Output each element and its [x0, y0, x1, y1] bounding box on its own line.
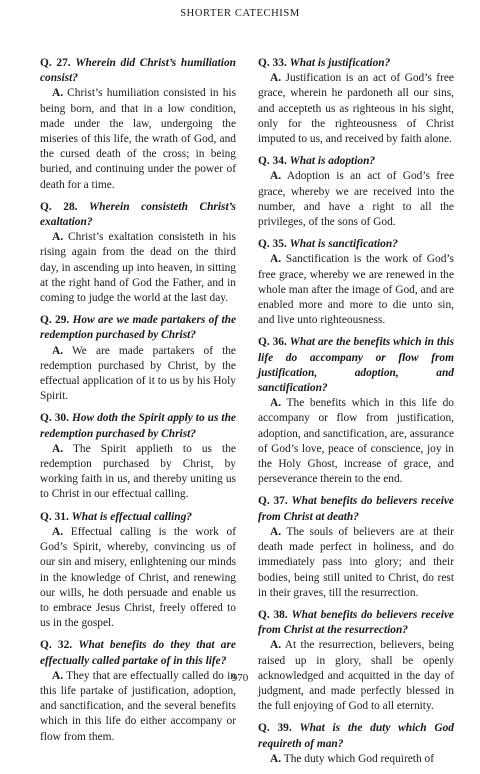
question: [258, 721, 454, 751]
answer-text: They that are effectually called do in this life partake of justification, adoption, and sanctification, and the several benefits which in this life do either accompany or flow from them.: [40, 669, 236, 743]
question: [40, 510, 236, 525]
question: [258, 494, 454, 524]
catechism-entry: [40, 56, 236, 193]
catechism-entry: [258, 721, 454, 767]
question-text: What benefits do believers receive from Christ at death?: [258, 495, 454, 523]
question: [258, 237, 454, 252]
answer-label: A.: [270, 639, 282, 652]
question-number: Q. 31.: [40, 510, 69, 523]
question-text: What is justification?: [289, 57, 391, 69]
answer-text: The souls of believers are at their death made perfect in holiness, and do immediately pass into glory; and their bodies, being still united to Christ, do rest in their graves, till the resurrection.: [258, 525, 454, 599]
question: [40, 411, 236, 441]
answer-text: Sanctification is the work of God’s free grace, whereby we are renewed in the whole man after the image of God, and are enabled more and more to die unto sin, and live unto righteousness.: [258, 253, 454, 327]
question-number: Q. 34.: [258, 155, 287, 168]
answer: [258, 396, 454, 487]
answer: [258, 525, 454, 601]
question-text: What is the duty which God requireth of man?: [258, 722, 454, 750]
question: [258, 335, 454, 396]
question-text: Wherein consisteth Christ’s exaltation?: [40, 200, 236, 229]
answer: [258, 252, 454, 328]
catechism-entry: [40, 510, 236, 632]
question-text: What are the benefits which in this life do accompany or flow from justification, adoption, and sanctification?: [258, 336, 454, 395]
answer-label: A.: [52, 231, 64, 244]
answer-label: A.: [270, 525, 282, 538]
question-number: Q. 36.: [258, 336, 287, 349]
question-text: What is sanctification?: [289, 238, 398, 251]
catechism-entry: [40, 313, 236, 404]
answer-label: A.: [52, 87, 64, 100]
answer-label: A.: [52, 669, 64, 682]
answer-text: Christ’s exaltation consisteth in his rising again from the dead on the third day, in ascending up into heaven, in sitting at the right hand of God the Father, and in coming to judge the world at the last day.: [40, 231, 236, 305]
left-column: [40, 56, 236, 752]
catechism-entry: [40, 411, 236, 502]
answer: [40, 525, 236, 631]
question: [258, 56, 454, 71]
answer: [258, 169, 454, 230]
answer-label: A.: [270, 253, 282, 266]
question-text: What benefits do believers receive from Christ at the resurrection?: [258, 608, 454, 637]
answer-label: A.: [270, 72, 282, 85]
answer-label: A.: [270, 170, 282, 183]
question-number: Q. 30.: [40, 412, 69, 425]
catechism-entry: [258, 154, 454, 230]
answer-label: A.: [52, 442, 64, 455]
answer-text: Christ’s humiliation consisted in his being born, and that in a low condition, made under the law, undergoing the miseries of this life, the wrath of God, and the cursed death of the cross; in being buried, and continuing under the power of death for a time.: [40, 87, 236, 191]
question-number: Q. 28.: [40, 200, 78, 213]
answer: [40, 86, 236, 192]
question-number: Q. 35.: [258, 238, 287, 251]
answer-text: At the resurrection, believers, being raised up in glory, shall be openly acknowledged and acquitted in the day of judgment, and made perfectly blessed in the full enjoying of God to all eternity.: [258, 639, 454, 713]
question-text: Wherein did Christ’s humiliation consist?: [40, 57, 236, 85]
answer-text: Effectual calling is the work of God’s Spirit, whereby, convincing us of our sin and misery, enlightening our minds in the knowledge of Christ, and renewing our wills, he doth persuade and enable us to embrace Jesus Christ, freely offered to us in the gospel.: [40, 525, 236, 630]
question-text: What is adoption?: [289, 155, 376, 168]
answer: [258, 752, 454, 767]
question: [40, 56, 236, 86]
question: [258, 154, 454, 169]
answer-label: A.: [270, 752, 282, 765]
page-number: 970: [231, 672, 249, 684]
catechism-entry: [258, 335, 454, 487]
question-number: Q. 27.: [40, 57, 71, 69]
question-number: Q. 29.: [40, 314, 70, 327]
running-header: SHORTER CATECHISM: [180, 8, 300, 19]
question: [40, 200, 236, 230]
question-text: What is effectual calling?: [71, 510, 192, 523]
question-text: How doth the Spirit apply to us the redemption purchased by Christ?: [40, 412, 236, 440]
catechism-entry: [40, 638, 236, 744]
question: [40, 638, 236, 668]
answer: [40, 344, 236, 405]
answer-text: The duty which God requireth of: [283, 752, 434, 765]
question-number: Q. 37.: [258, 495, 288, 508]
answer: [40, 442, 236, 503]
question: [258, 608, 454, 638]
question-number: Q. 32.: [40, 639, 73, 652]
catechism-entry: [258, 494, 454, 600]
answer: [258, 71, 454, 147]
question-text: What benefits do they that are effectually called partake of in this life?: [40, 639, 236, 667]
answer-text: Justification is an act of God’s free grace, wherein he pardoneth all our sins, and accepteth us as righteous in his sight, only for the righteousness of Christ imputed to us, and received by faith alone.: [258, 72, 454, 146]
question-text: How are we made partakers of the redemption purchased by Christ?: [40, 314, 236, 342]
answer-text: The Spirit applieth to us the redemption purchased by Christ, by working faith in us, and thereby uniting us to Christ in our effectual calling.: [40, 442, 236, 501]
answer-text: The benefits which in this life do accompany or flow from justification, adoption, and sanctification, are, assurance of God’s love, peace of conscience, joy in the Holy Ghost, increase of grace, and perseverance therein to the end.: [258, 397, 454, 486]
answer-text: Adoption is an act of God’s free grace, whereby we are received into the number, and have a right to all the privileges, of the sons of God.: [258, 170, 454, 229]
answer-text: We are made partakers of the redemption purchased by Christ, by the effectual application of it to us by his Holy Spirit.: [40, 344, 236, 403]
catechism-entry: [258, 56, 454, 147]
answer: [40, 230, 236, 306]
answer-label: A.: [270, 397, 282, 410]
question-number: Q. 38.: [258, 608, 288, 621]
answer-label: A.: [52, 525, 64, 538]
question-number: Q. 33.: [258, 57, 287, 69]
catechism-entry: [258, 608, 454, 714]
question-number: Q. 39.: [258, 722, 292, 735]
catechism-entry: [40, 200, 236, 306]
question: [40, 313, 236, 343]
right-column: [258, 56, 454, 774]
answer-label: A.: [52, 344, 64, 357]
catechism-entry: [258, 237, 454, 328]
